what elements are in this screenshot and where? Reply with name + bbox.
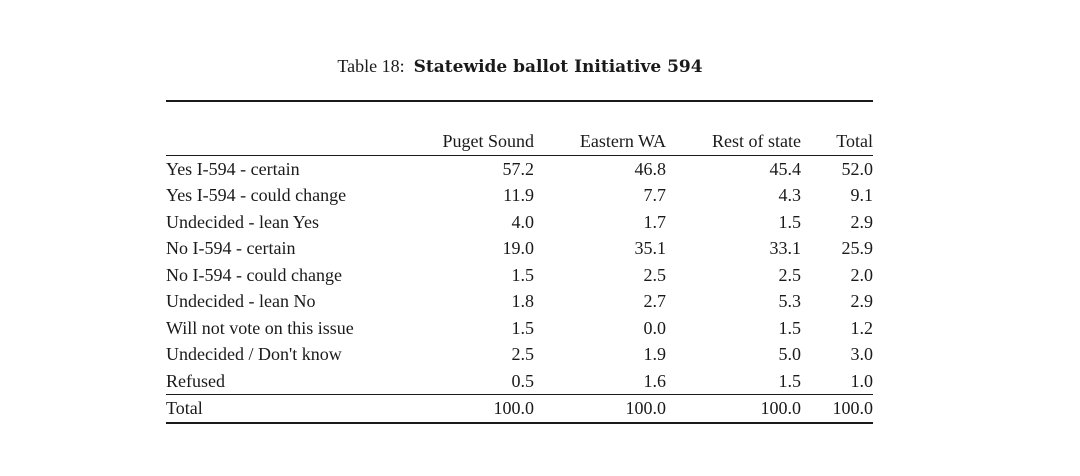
table-row bbox=[166, 315, 873, 342]
table-cell: 1.0 bbox=[850, 370, 873, 391]
row-label: No I-594 - certain bbox=[166, 238, 296, 258]
table-cell: 0.5 bbox=[511, 370, 534, 391]
table-row bbox=[166, 368, 873, 395]
table-cell: 11.9 bbox=[503, 185, 534, 205]
table-cell: 100.0 bbox=[760, 398, 801, 418]
table-cell: 100.0 bbox=[625, 398, 666, 418]
table-cell: 1.8 bbox=[511, 291, 534, 311]
table-cell: 5.3 bbox=[778, 291, 801, 311]
table-cell: 100.0 bbox=[832, 398, 873, 418]
column-header-rest-of-state: Rest of state bbox=[712, 131, 801, 151]
row-label: Total bbox=[166, 398, 203, 418]
table-row bbox=[166, 341, 873, 368]
table-cell: 57.2 bbox=[502, 158, 534, 179]
column-header-total: Total bbox=[836, 131, 873, 151]
row-label: Yes I-594 - could change bbox=[166, 185, 347, 205]
table-cell: 1.7 bbox=[643, 211, 666, 232]
results-table bbox=[166, 128, 873, 424]
table-cell: 2.5 bbox=[643, 264, 666, 285]
table-cell: 33.1 bbox=[769, 238, 801, 258]
column-header-puget-sound: Puget Sound bbox=[442, 131, 534, 151]
table-cell: 2.9 bbox=[850, 211, 873, 232]
table-cell: 2.0 bbox=[850, 264, 873, 285]
table-row bbox=[166, 262, 873, 289]
table-cell: 5.0 bbox=[778, 344, 801, 364]
table-cell: 2.5 bbox=[778, 264, 801, 285]
caption-label: Table 18: bbox=[337, 56, 405, 76]
table-cell: 1.9 bbox=[643, 344, 666, 364]
table-cell: 1.5 bbox=[511, 317, 534, 338]
table-row bbox=[166, 155, 873, 182]
column-header-eastern-wa: Eastern WA bbox=[579, 131, 666, 151]
table-cell: 3.0 bbox=[850, 344, 873, 364]
table-row bbox=[166, 182, 873, 209]
table-row bbox=[166, 209, 873, 236]
table-cell: 2.9 bbox=[850, 291, 873, 311]
top-rule bbox=[166, 100, 873, 102]
table-row bbox=[166, 235, 873, 262]
table-cell: 52.0 bbox=[841, 158, 873, 179]
table-cell: 45.4 bbox=[769, 158, 801, 179]
table-cell: 4.0 bbox=[511, 211, 534, 232]
table-cell: 0.0 bbox=[643, 317, 666, 338]
row-label: Refused bbox=[166, 370, 225, 391]
table-cell: 1.5 bbox=[511, 264, 534, 285]
caption-title: Statewide ballot Initiative 594 bbox=[413, 57, 703, 77]
row-label: Undecided - lean Yes bbox=[166, 211, 319, 232]
column-header-label bbox=[166, 128, 416, 155]
table-cell: 25.9 bbox=[841, 238, 873, 258]
header-row bbox=[166, 128, 873, 155]
row-label: Undecided - lean No bbox=[166, 291, 316, 311]
row-label: Yes I-594 - certain bbox=[166, 158, 300, 179]
table-cell: 100.0 bbox=[493, 398, 534, 418]
table-cell: 1.5 bbox=[778, 370, 801, 391]
table-body bbox=[166, 155, 873, 423]
table-cell: 1.5 bbox=[778, 317, 801, 338]
table-caption bbox=[0, 56, 1040, 77]
table-cell: 19.0 bbox=[502, 238, 534, 258]
table-cell: 7.7 bbox=[643, 185, 666, 205]
total-row bbox=[166, 395, 873, 423]
table-cell: 2.5 bbox=[511, 344, 534, 364]
table-cell: 1.6 bbox=[643, 370, 666, 391]
table-cell: 46.8 bbox=[634, 158, 666, 179]
table-cell: 35.1 bbox=[634, 238, 666, 258]
row-label: Undecided / Don't know bbox=[166, 344, 342, 364]
table-cell: 1.5 bbox=[778, 211, 801, 232]
row-label: No I-594 - could change bbox=[166, 264, 342, 285]
table-cell: 4.3 bbox=[778, 185, 801, 205]
table-cell: 2.7 bbox=[643, 291, 666, 311]
table-cell: 9.1 bbox=[850, 185, 873, 205]
table-row bbox=[166, 288, 873, 315]
row-label: Will not vote on this issue bbox=[166, 317, 354, 338]
table-cell: 1.2 bbox=[850, 317, 873, 338]
